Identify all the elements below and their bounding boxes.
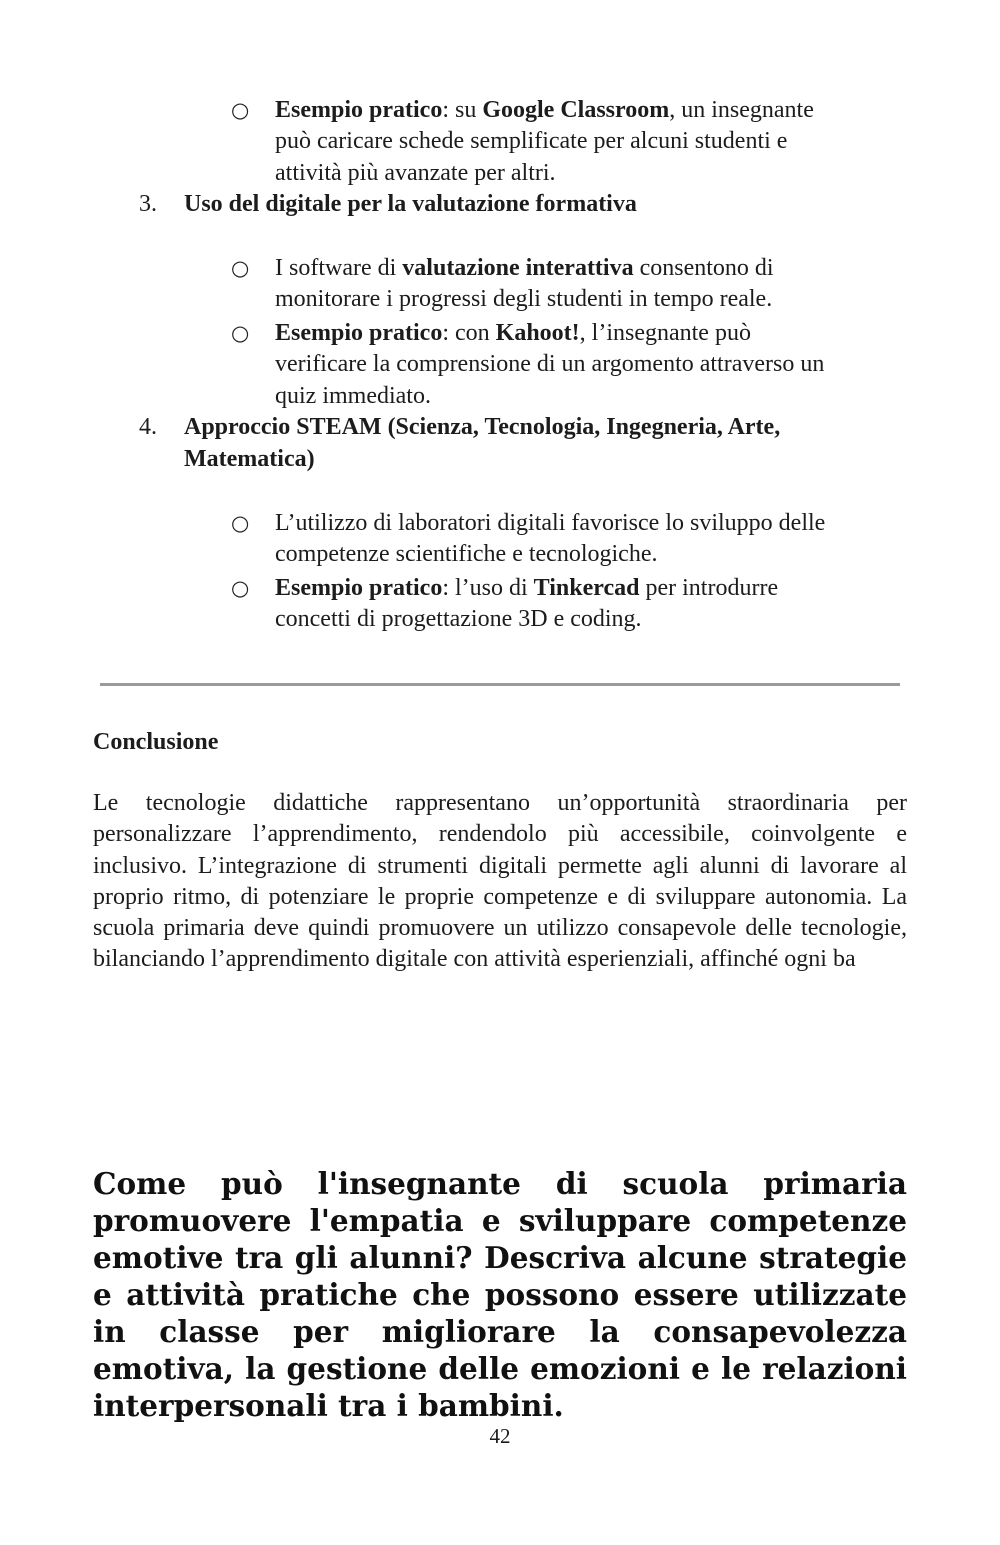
- text-run: , l’insegnante può: [579, 320, 751, 346]
- page-number: 42: [489, 1424, 511, 1448]
- list-subitem-line: verificare la comprensione di un argomento attraverso un: [275, 351, 825, 377]
- example-label: Esempio pratico: [275, 97, 443, 123]
- text-run: I software di: [275, 255, 403, 281]
- tool-name: Tinkercad: [533, 575, 640, 601]
- list-subitem-line: [275, 573, 778, 605]
- list-number: 3.: [139, 191, 157, 217]
- example-label: Esempio pratico: [275, 575, 443, 601]
- bullet-icon: ○: [231, 256, 250, 280]
- text-run: : su: [442, 97, 483, 123]
- text-run: : l’uso di: [442, 575, 534, 601]
- list-subitem-line: competenze scientifiche e tecnologiche.: [275, 541, 658, 567]
- tool-name: Google Classroom: [482, 97, 670, 123]
- list-subitem-line: [275, 95, 814, 127]
- list-item-title: Matematica): [184, 446, 315, 472]
- bullet-icon: ○: [231, 98, 250, 122]
- list-item-title: Approccio STEAM (Scienza, Tecnologia, Ingegneria, Arte,: [184, 414, 781, 440]
- list-subitem-line: monitorare i progressi degli studenti in tempo reale.: [275, 286, 773, 312]
- list-subitem-line: attività più avanzate per altri.: [275, 160, 556, 186]
- text-run: , un insegnante: [669, 97, 814, 123]
- text-run: consentono di: [633, 255, 774, 281]
- list-subitem-line: [275, 318, 751, 350]
- bold-term: valutazione interattiva: [402, 255, 634, 281]
- bullet-icon: ○: [231, 576, 250, 600]
- list-subitem-line: L’utilizzo di laboratori digitali favorisce lo sviluppo delle: [275, 510, 826, 536]
- bullet-icon: ○: [231, 511, 250, 535]
- text-run: per introdurre: [639, 575, 779, 601]
- list-subitem-line: quiz immediato.: [275, 383, 431, 409]
- list-subitem-line: [275, 253, 774, 285]
- section-divider: [100, 683, 900, 686]
- text-run: : con: [442, 320, 496, 346]
- bullet-icon: ○: [231, 321, 250, 345]
- question-heading: Come può l'insegnante di scuola primaria promuovere l'empatia e sviluppare competenze emotive tra gli alunni? Descriva alcune strategie e attività pratiche che possono essere utilizzate in classe per migliorare la consapevolezza emotiva, la gestione delle emozioni e le relazioni interpersonali tra i bambini.: [93, 1166, 907, 1423]
- conclusion-paragraph: Le tecnologie didattiche rappresentano un’opportunità straordinaria per personalizzare l’apprendimento, rendendolo più accessibile, coinvolgente e inclusivo. L’integrazione di strumenti digitali permette agli alunni di lavorare al proprio ritmo, di potenziare le proprie competenze e di sviluppare autonomia. La scuola primaria deve quindi promuovere un utilizzo consapevole delle tecnologie, bilanciando l’apprendimento digitale con attività esperienziali, affinché ogni ba: [93, 790, 907, 973]
- list-number: 4.: [139, 414, 157, 440]
- list-item-title: Uso del digitale per la valutazione formativa: [184, 191, 637, 217]
- list-subitem-line: può caricare schede semplificate per alcuni studenti e: [275, 128, 788, 154]
- list-subitem-line: concetti di progettazione 3D e coding.: [275, 606, 642, 632]
- example-label: Esempio pratico: [275, 320, 443, 346]
- tool-name: Kahoot!: [495, 320, 580, 346]
- conclusion-heading: Conclusione: [93, 729, 219, 755]
